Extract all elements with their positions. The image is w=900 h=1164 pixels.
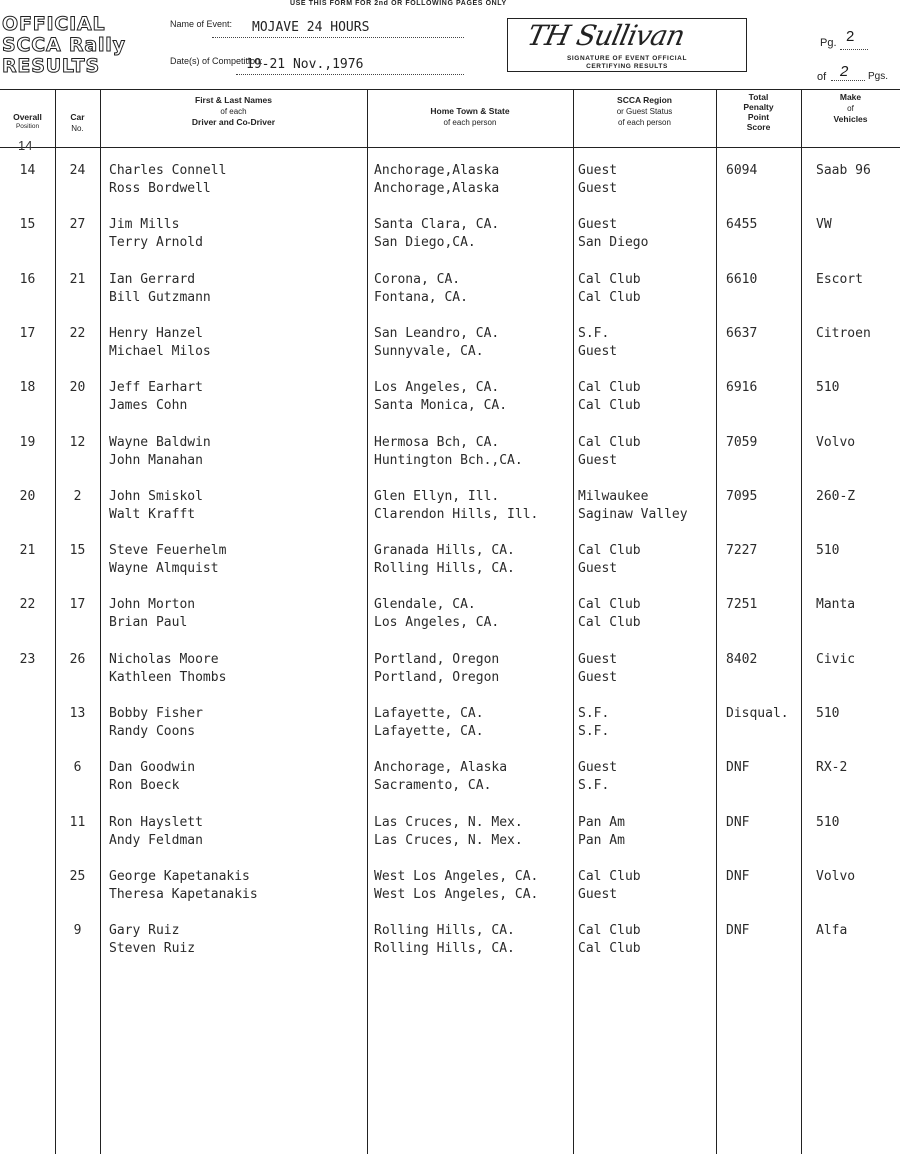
- vehicle-make: Volvo: [816, 434, 856, 450]
- crew-names: [109, 759, 364, 795]
- penalty-score: 6455: [726, 217, 758, 233]
- header-make-line1: Make: [839, 92, 862, 102]
- crew-names-second: Walt Krafft: [109, 506, 196, 522]
- event-name-line: [212, 37, 464, 38]
- crew-names: [109, 325, 364, 361]
- home-towns-first: West Los Angeles, CA.: [374, 868, 539, 884]
- vehicle-make: 510: [816, 380, 840, 396]
- home-towns-second: Huntington Bch.,CA.: [374, 452, 523, 468]
- table-top-rule: [0, 89, 900, 90]
- header-hometown-line2: of each person: [443, 118, 497, 127]
- crew-names: [109, 596, 364, 632]
- home-towns: [374, 488, 573, 524]
- crew-names-first: Dan Goodwin: [109, 760, 196, 776]
- home-towns-first: Anchorage, Alaska: [374, 760, 508, 776]
- crew-names: [109, 379, 364, 415]
- home-towns-second: Rolling Hills, CA.: [374, 561, 515, 577]
- page-label: Pg.: [820, 37, 837, 49]
- home-towns-first: Lafayette, CA.: [374, 706, 484, 721]
- crew-names-first: Nicholas Moore: [109, 651, 219, 667]
- logo-line-1: OFFICIAL: [2, 13, 106, 35]
- home-towns-first: Santa Clara, CA.: [374, 217, 500, 233]
- crew-names-first: George Kapetanakis: [109, 868, 250, 884]
- crew-names-second: Ross Bordwell: [109, 181, 211, 196]
- header-region-line1: SCCA Region: [617, 95, 672, 105]
- event-name-label: Name of Event:: [170, 19, 233, 29]
- header-penalty-line4: Score: [746, 122, 771, 132]
- home-towns: [374, 868, 573, 904]
- scca-regions-first: Cal Club: [578, 271, 641, 287]
- crew-names-second: James Cohn: [109, 398, 188, 414]
- scca-regions-second: San Diego: [578, 235, 649, 251]
- scca-regions: [578, 216, 716, 252]
- car-number: 2: [73, 488, 82, 504]
- home-towns: [374, 759, 573, 795]
- car-number: 20: [69, 380, 86, 396]
- overall-position: 14: [19, 163, 36, 178]
- table-row: [0, 162, 900, 206]
- home-towns: [374, 271, 573, 307]
- home-towns: [374, 542, 573, 578]
- crew-names: [109, 216, 364, 252]
- scca-regions-second: Guest: [578, 561, 618, 577]
- scca-regions: [578, 814, 716, 850]
- penalty-score: DNF: [726, 923, 750, 939]
- logo-line-2: SCCA Rally: [2, 34, 126, 56]
- carry-over-mark: 14: [18, 138, 33, 153]
- table-header-rule: [0, 147, 900, 148]
- scca-regions-first: Milwaukee: [578, 488, 649, 504]
- home-towns-first: Los Angeles, CA.: [374, 380, 500, 396]
- vehicle-make: Alfa: [816, 923, 848, 939]
- scca-regions-second: Cal Club: [578, 289, 641, 305]
- pages-label: Pgs.: [868, 71, 889, 82]
- home-towns: [374, 434, 573, 470]
- page-line: [840, 49, 868, 50]
- total-pages: 2: [840, 63, 849, 80]
- scca-regions-second: Cal Club: [578, 398, 641, 414]
- scca-regions-second: Guest: [578, 886, 618, 902]
- home-towns-first: Las Cruces, N. Mex.: [374, 814, 523, 830]
- penalty-score: DNF: [726, 760, 750, 776]
- penalty-score: 6610: [726, 271, 758, 287]
- table-row: [0, 434, 900, 478]
- crew-names-second: Theresa Kapetanakis: [109, 886, 258, 902]
- table-row: [0, 379, 900, 423]
- scca-regions-first: Pan Am: [578, 814, 625, 830]
- overall-position: 17: [19, 325, 36, 341]
- header-car-line2: No.: [71, 124, 84, 133]
- dates-label: Date(s) of Competition:: [170, 56, 263, 66]
- home-towns-first: Glen Ellyn, Ill.: [374, 488, 500, 504]
- overall-position: 23: [19, 651, 36, 667]
- crew-names: [109, 814, 364, 850]
- scca-regions: [578, 542, 716, 578]
- header-names-line3: Driver and Co-Driver: [191, 117, 276, 127]
- scca-regions-second: Guest: [578, 181, 618, 196]
- vehicle-make: Citroen: [816, 325, 871, 341]
- official-results-logo: [2, 14, 162, 77]
- home-towns-second: Sacramento, CA.: [374, 778, 492, 794]
- home-towns: [374, 596, 573, 632]
- crew-names: [109, 434, 364, 470]
- table-row: [0, 271, 900, 315]
- crew-names-first: Jim Mills: [109, 217, 180, 233]
- logo-line-3: RESULTS: [2, 55, 100, 77]
- scca-regions-second: Guest: [578, 343, 618, 359]
- scca-regions: [578, 325, 716, 361]
- home-towns-second: Anchorage,Alaska: [374, 181, 500, 196]
- vehicle-make: Civic: [816, 651, 856, 667]
- scca-regions: [578, 162, 716, 198]
- table-row: [0, 705, 900, 749]
- vehicle-make: RX-2: [816, 760, 848, 776]
- header-make-line3: Vehicles: [833, 114, 868, 124]
- table-row: [0, 868, 900, 912]
- dates-value: 19-21 Nov.,1976: [246, 57, 364, 72]
- table-row: [0, 651, 900, 695]
- scca-regions-first: Cal Club: [578, 380, 641, 396]
- car-number: 9: [73, 923, 82, 939]
- crew-names: [109, 488, 364, 524]
- home-towns: [374, 325, 573, 361]
- scca-regions: [578, 868, 716, 904]
- crew-names: [109, 922, 364, 958]
- scca-regions: [578, 705, 716, 741]
- of-line: [831, 80, 865, 81]
- home-towns-second: Los Angeles, CA.: [374, 615, 500, 631]
- table-row: [0, 814, 900, 858]
- header-overall-line2: Position: [15, 123, 40, 130]
- overall-position: 22: [19, 597, 36, 613]
- scca-regions-second: Saginaw Valley: [578, 506, 688, 522]
- home-towns: [374, 651, 573, 687]
- home-towns: [374, 814, 573, 850]
- crew-names: [109, 542, 364, 578]
- crew-names-second: Steven Ruiz: [109, 941, 196, 957]
- scca-regions-second: Pan Am: [578, 832, 625, 848]
- home-towns-first: Corona, CA.: [374, 271, 461, 287]
- dates-line: [236, 74, 464, 75]
- crew-names: [109, 651, 364, 687]
- scca-regions-first: Cal Club: [578, 543, 641, 559]
- vehicle-make: 510: [816, 814, 840, 830]
- vehicle-make: Manta: [816, 597, 856, 613]
- crew-names-second: Bill Gutzmann: [109, 289, 211, 305]
- table-row: [0, 759, 900, 803]
- scca-regions-first: Guest: [578, 217, 618, 233]
- table-row: [0, 596, 900, 640]
- overall-position: 18: [19, 380, 36, 396]
- crew-names-first: Gary Ruiz: [109, 923, 180, 939]
- of-label: of: [817, 71, 827, 83]
- table-row: [0, 488, 900, 532]
- crew-names-second: Andy Feldman: [109, 832, 203, 848]
- crew-names-second: Wayne Almquist: [109, 561, 219, 577]
- scca-regions-first: Guest: [578, 760, 618, 776]
- penalty-score: 7251: [726, 597, 758, 613]
- crew-names: [109, 705, 364, 741]
- home-towns-second: San Diego,CA.: [374, 235, 476, 251]
- header-make-line2: of: [847, 104, 854, 113]
- home-towns-first: Anchorage,Alaska: [374, 163, 500, 178]
- vehicle-make: 510: [816, 706, 840, 721]
- scca-regions: [578, 759, 716, 795]
- page-number: 2: [846, 28, 855, 45]
- car-number: 22: [69, 325, 86, 341]
- scca-regions: [578, 488, 716, 524]
- penalty-score: 7227: [726, 543, 758, 559]
- overall-position: 21: [19, 543, 36, 559]
- signature-caption-1: SIGNATURE OF EVENT OFFICIAL: [566, 55, 688, 62]
- scca-regions-first: Cal Club: [578, 597, 641, 613]
- header-penalty-score: [716, 92, 801, 132]
- overall-position: 19: [19, 434, 36, 450]
- home-towns-second: Lafayette, CA.: [374, 724, 484, 739]
- home-towns-first: San Leandro, CA.: [374, 325, 500, 341]
- car-number: 27: [69, 217, 86, 233]
- header-names-line2: of each: [220, 107, 247, 116]
- car-number: 12: [69, 434, 86, 450]
- home-towns-second: Sunnyvale, CA.: [374, 343, 484, 359]
- header-penalty-line2: Penalty: [743, 102, 774, 112]
- vehicle-make: Escort: [816, 271, 863, 287]
- scca-regions: [578, 271, 716, 307]
- official-signature: TH Sullivan: [524, 19, 688, 52]
- header-hometown: [367, 106, 573, 128]
- home-towns-first: Hermosa Bch, CA.: [374, 434, 500, 450]
- crew-names-first: Charles Connell: [109, 163, 227, 178]
- penalty-score: 6916: [726, 380, 758, 396]
- scca-regions-second: Cal Club: [578, 941, 641, 957]
- penalty-score: 7059: [726, 434, 758, 450]
- header-region-line3: of each person: [618, 118, 671, 127]
- home-towns-second: Fontana, CA.: [374, 289, 468, 305]
- scca-regions: [578, 922, 716, 958]
- home-towns: [374, 379, 573, 415]
- penalty-score: DNF: [726, 868, 750, 884]
- penalty-score: DNF: [726, 814, 750, 830]
- home-towns-second: Santa Monica, CA.: [374, 398, 508, 414]
- crew-names: [109, 271, 364, 307]
- home-towns: [374, 162, 573, 198]
- home-towns-second: West Los Angeles, CA.: [374, 886, 539, 902]
- header-penalty-line3: Point: [747, 112, 770, 122]
- crew-names-second: Kathleen Thombs: [109, 669, 227, 685]
- crew-names-second: John Manahan: [109, 452, 203, 468]
- home-towns-first: Portland, Oregon: [374, 651, 500, 667]
- scca-regions-second: Guest: [578, 452, 618, 468]
- home-towns-second: Rolling Hills, CA.: [374, 941, 515, 957]
- home-towns-second: Las Cruces, N. Mex.: [374, 832, 523, 848]
- crew-names-first: Bobby Fisher: [109, 706, 203, 721]
- header-names-line1: First & Last Names: [195, 95, 272, 105]
- header-region-line2: or Guest Status: [616, 107, 673, 116]
- penalty-score: 6637: [726, 325, 758, 341]
- vehicle-make: Saab 96: [816, 163, 871, 178]
- overall-position: 16: [19, 271, 36, 287]
- penalty-score: Disqual.: [726, 706, 789, 721]
- home-towns-first: Glendale, CA.: [374, 597, 476, 613]
- scca-regions: [578, 434, 716, 470]
- crew-names-first: John Morton: [109, 597, 196, 613]
- signature-box: [507, 18, 747, 72]
- scca-regions: [578, 651, 716, 687]
- crew-names: [109, 868, 364, 904]
- crew-names-second: Michael Milos: [109, 343, 211, 359]
- car-number: 6: [73, 760, 82, 776]
- scca-regions-first: S.F.: [578, 706, 610, 721]
- table-row: [0, 542, 900, 586]
- crew-names-first: Jeff Earhart: [109, 380, 203, 396]
- scca-regions-first: Guest: [578, 163, 618, 178]
- scca-regions-second: S.F.: [578, 724, 610, 739]
- scca-regions-second: Cal Club: [578, 615, 641, 631]
- table-row: [0, 922, 900, 966]
- penalty-score: 8402: [726, 651, 758, 667]
- header-car-no: [55, 112, 100, 134]
- crew-names-second: Terry Arnold: [109, 235, 203, 251]
- overall-position: 15: [19, 217, 36, 233]
- scca-regions-first: Cal Club: [578, 923, 641, 939]
- crew-names-first: Ian Gerrard: [109, 271, 196, 287]
- car-number: 15: [69, 543, 86, 559]
- header-hometown-line1: Home Town & State: [430, 106, 510, 116]
- scca-regions-first: Guest: [578, 651, 618, 667]
- home-towns-first: Granada Hills, CA.: [374, 543, 515, 559]
- crew-names-second: Ron Boeck: [109, 778, 180, 794]
- scca-regions-second: S.F.: [578, 778, 610, 794]
- vehicle-make: VW: [816, 217, 832, 233]
- home-towns: [374, 705, 573, 741]
- scca-regions-first: S.F.: [578, 325, 610, 341]
- penalty-score: 6094: [726, 163, 758, 178]
- scca-regions-second: Guest: [578, 669, 618, 685]
- scca-regions-first: Cal Club: [578, 868, 641, 884]
- vehicle-make: 260-Z: [816, 488, 856, 504]
- crew-names-first: Steve Feuerhelm: [109, 543, 227, 559]
- crew-names: [109, 162, 364, 198]
- home-towns: [374, 216, 573, 252]
- scca-regions-first: Cal Club: [578, 434, 641, 450]
- car-number: 26: [69, 651, 86, 667]
- scca-regions: [578, 379, 716, 415]
- home-towns-second: Portland, Oregon: [374, 669, 500, 685]
- overall-position: 20: [19, 488, 36, 504]
- scca-regions: [578, 596, 716, 632]
- header-car-line1: Car: [70, 112, 85, 122]
- car-number: 21: [69, 271, 86, 287]
- car-number: 13: [69, 706, 86, 721]
- crew-names-first: Henry Hanzel: [109, 325, 203, 341]
- crew-names-first: Wayne Baldwin: [109, 434, 211, 450]
- car-number: 11: [69, 814, 86, 830]
- header-overall-line1: Overall: [13, 112, 42, 122]
- header-penalty-line1: Total: [748, 92, 769, 102]
- crew-names-first: John Smiskol: [109, 488, 203, 504]
- home-towns: [374, 922, 573, 958]
- signature-caption-2: CERTIFYING RESULTS: [586, 63, 668, 70]
- vehicle-make: Volvo: [816, 868, 856, 884]
- car-number: 24: [69, 163, 86, 178]
- form-usage-note: USE THIS FORM FOR 2nd OR FOLLOWING PAGES ONLY: [290, 0, 507, 7]
- crew-names-first: Ron Hayslett: [109, 814, 203, 830]
- crew-names-second: Randy Coons: [109, 724, 196, 739]
- header-region: [573, 95, 716, 128]
- crew-names-second: Brian Paul: [109, 615, 188, 631]
- car-number: 17: [69, 597, 86, 613]
- table-row: [0, 216, 900, 260]
- home-towns-second: Clarendon Hills, Ill.: [374, 506, 539, 522]
- home-towns-first: Rolling Hills, CA.: [374, 923, 515, 939]
- penalty-score: 7095: [726, 488, 758, 504]
- vehicle-make: 510: [816, 543, 840, 559]
- car-number: 25: [69, 868, 86, 884]
- event-name-value: MOJAVE 24 HOURS: [252, 20, 370, 35]
- header-overall-position: [0, 112, 55, 130]
- header-names: [100, 95, 367, 128]
- table-row: [0, 325, 900, 369]
- header-make: [801, 92, 900, 125]
